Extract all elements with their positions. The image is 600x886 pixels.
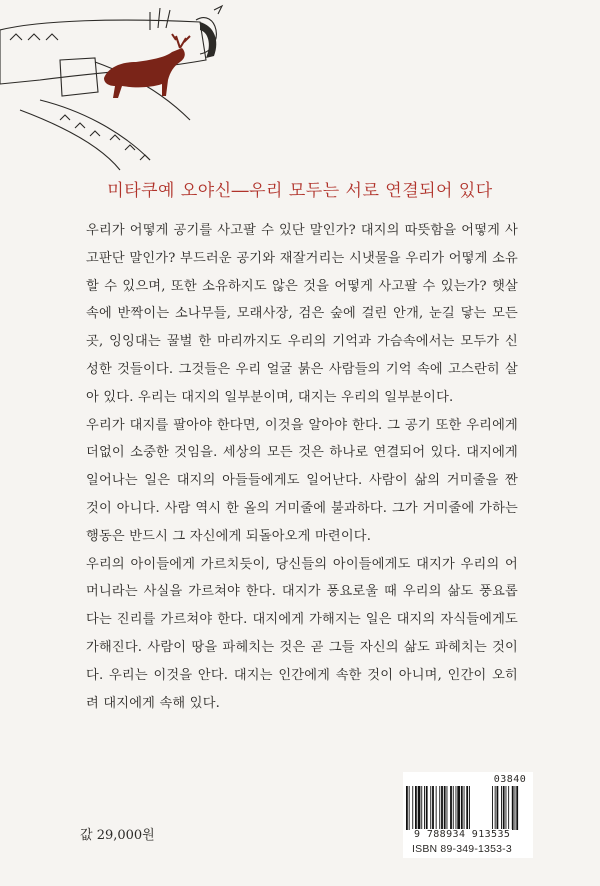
- barcode-addon-number: 03840: [493, 774, 527, 785]
- paragraph: 우리가 어떻게 공기를 사고팔 수 있단 말인가? 대지의 따뜻함을 어떻게 사고판단 말인가? 부드러운 공기와 재잘거리는 시냇물을 우리가 어떻게 소유할 수 있으며, 또한 소유하지도 않은 것을 어떻게 사고팔 수 있는가? 햇살 속에 반짝이는 소나무들, 모래사장, 검은 숲에 걸린 안개, 눈길 닿는 모든 곳, 잉잉대는 꿀벌 한 마리까지도 우리의 기억과 가슴속에서는 모두가 신성한 것들이다. 그것들은 우리 얼굴 붉은 사람들의 기억 속에 고스란히 살아 있다. 우리는 대지의 일부분이며, 대지는 우리의 일부분이다.: [86, 223, 518, 405]
- price-label: 값 29,000원: [80, 828, 155, 843]
- body-text: [86, 217, 518, 717]
- barcode-number: 9 788934 913535: [414, 829, 511, 840]
- native-figure-illustration: [0, 0, 240, 175]
- isbn-label: ISBN 89-349-1353-3: [412, 843, 512, 855]
- paragraph: 우리의 아이들에게 가르치듯이, 당신들의 아이들에게도 대지가 우리의 어머니라는 사실을 가르쳐야 한다. 대지가 풍요로울 때 우리의 삶도 풍요롭다는 진리를 가르쳐야 한다. 대지에게 가해지는 일은 대지의 자식들에게도 가해진다. 사람이 땅을 파헤치는 것은 곧 그들 자신의 삶도 파헤치는 것이다. 우리는 이것을 안다. 대지는 인간에게 속한 것이 아니며, 인간이 오히려 대지에게 속해 있다.: [86, 556, 518, 711]
- page-heading: 미타쿠예 오야신―우리 모두는 서로 연결되어 있다: [107, 181, 493, 201]
- paragraph: 우리가 대지를 팔아야 한다면, 이것을 알아야 한다. 그 공기 또한 우리에게 더없이 소중한 것임을. 세상의 모든 것은 하나로 연결되어 있다. 대지에게 일어나는 일은 대지의 아들들에게도 일어난다. 사람이 삶의 거미줄을 짠 것이 아니다. 사람 역시 한 올의 거미줄에 불과하다. 그가 거미줄에 가하는 행동은 반드시 그 자신에게 되돌아오게 마련이다.: [86, 417, 518, 544]
